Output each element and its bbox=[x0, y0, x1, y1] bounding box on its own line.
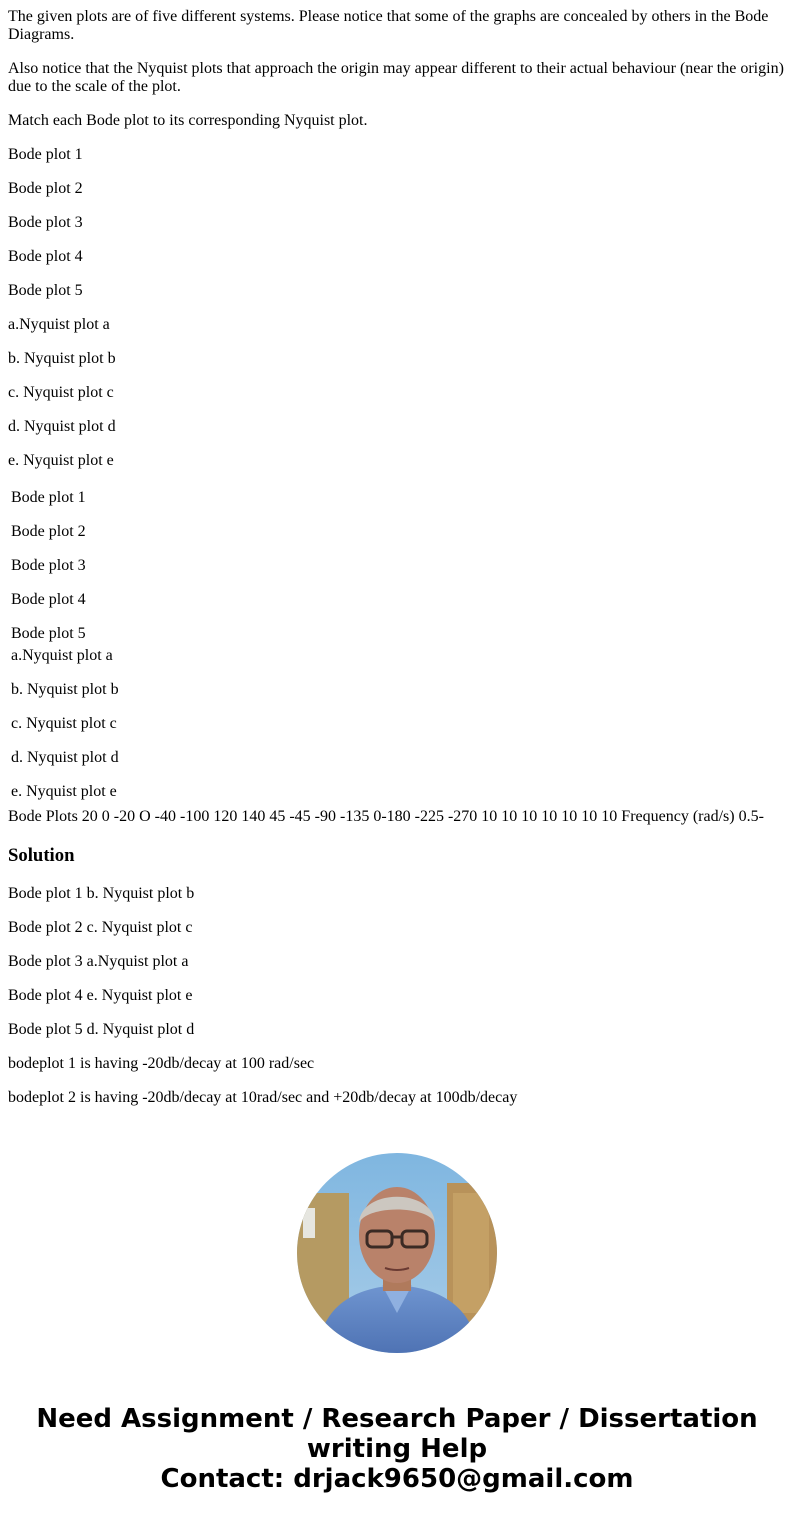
bode-option-4: Bode plot 4 bbox=[8, 248, 83, 265]
bode-option-2: Bode plot 2 bbox=[8, 180, 83, 197]
bode-option-1: Bode plot 1 bbox=[8, 146, 83, 163]
solution-heading: Solution bbox=[8, 845, 75, 866]
solution-note-1: bodeplot 1 is having -20db/decay at 100 rad/sec bbox=[8, 1055, 315, 1072]
bode-table-item-5: Bode plot 5 bbox=[11, 625, 86, 642]
author-photo-icon bbox=[297, 1153, 497, 1353]
solution-line-4: Bode plot 4 e. Nyquist plot e bbox=[8, 987, 193, 1004]
bode-option-5: Bode plot 5 bbox=[8, 282, 83, 299]
bode-table-item-2: Bode plot 2 bbox=[11, 523, 86, 540]
bode-image-text: Bode Plots 20 0 -20 O -40 -100 120 140 45 -45 -90 -135 0-180 -225 -270 10 10 10 10 10 10 10 Frequency (rad/s) 0.5- bbox=[8, 808, 764, 825]
bode-table-item-4: Bode plot 4 bbox=[11, 591, 86, 608]
solution-line-1: Bode plot 1 b. Nyquist plot b bbox=[8, 885, 195, 902]
solution-line-3: Bode plot 3 a.Nyquist plot a bbox=[8, 953, 189, 970]
nyquist-option-e: e. Nyquist plot e bbox=[8, 452, 114, 469]
nyquist-table-item-b: b. Nyquist plot b bbox=[11, 681, 119, 698]
nyquist-table-item-a: a.Nyquist plot a bbox=[11, 647, 113, 664]
bode-table-item-3: Bode plot 3 bbox=[11, 557, 86, 574]
author-avatar bbox=[297, 1153, 497, 1353]
solution-note-2: bodeplot 2 is having -20db/decay at 10rad/sec and +20db/decay at 100db/decay bbox=[8, 1089, 518, 1106]
promo-banner bbox=[0, 1404, 794, 1494]
bode-table-item-1: Bode plot 1 bbox=[11, 489, 86, 506]
nyquist-table-item-d: d. Nyquist plot d bbox=[11, 749, 119, 766]
intro-paragraph-2: Also notice that the Nyquist plots that approach the origin may appear different to their actual behaviour (near the origin) due to the scale of the plot. bbox=[8, 60, 784, 95]
banner-contact: Contact: drjack9650@gmail.com bbox=[160, 1464, 634, 1494]
bode-option-3: Bode plot 3 bbox=[8, 214, 83, 231]
banner-line-1: Need Assignment / Research Paper / Dissertation bbox=[36, 1404, 758, 1434]
nyquist-option-c: c. Nyquist plot c bbox=[8, 384, 114, 401]
nyquist-option-b: b. Nyquist plot b bbox=[8, 350, 116, 367]
nyquist-option-d: d. Nyquist plot d bbox=[8, 418, 116, 435]
nyquist-table-item-e: e. Nyquist plot e bbox=[11, 783, 117, 800]
nyquist-table-item-c: c. Nyquist plot c bbox=[11, 715, 117, 732]
solution-line-5: Bode plot 5 d. Nyquist plot d bbox=[8, 1021, 195, 1038]
banner-line-2: writing Help bbox=[306, 1434, 488, 1464]
solution-line-2: Bode plot 2 c. Nyquist plot c bbox=[8, 919, 193, 936]
intro-paragraph-1: The given plots are of five different systems. Please notice that some of the graphs are concealed by others in the Bode Diagrams. bbox=[8, 8, 769, 43]
intro-paragraph-3: Match each Bode plot to its corresponding Nyquist plot. bbox=[8, 112, 368, 129]
nyquist-option-a: a.Nyquist plot a bbox=[8, 316, 110, 333]
